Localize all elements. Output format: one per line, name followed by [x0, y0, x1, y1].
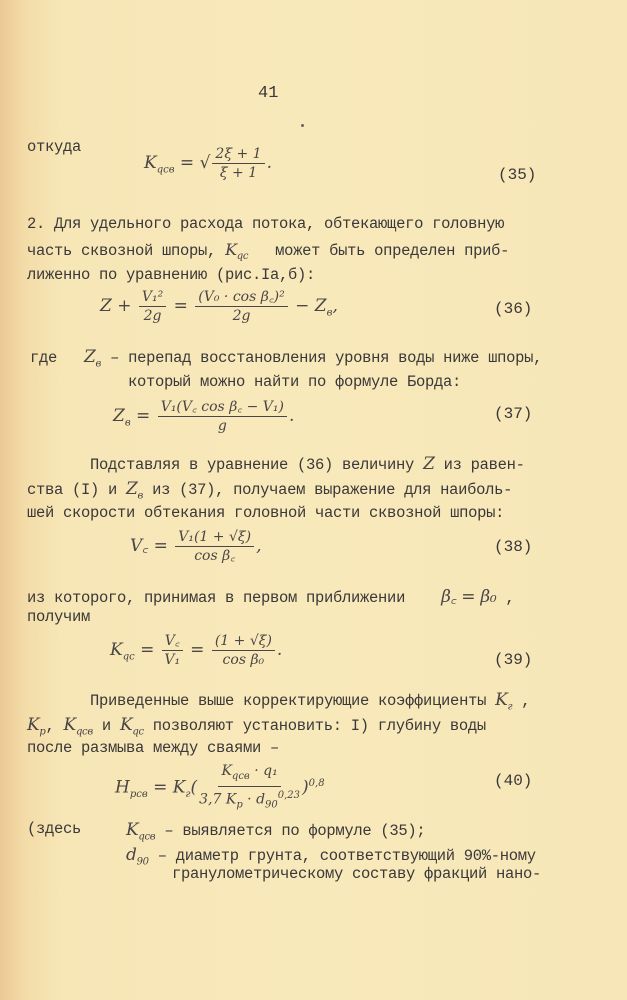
- equation-39: $K_{qc}$ = $\frac{V꜀}{\text{V₁}}$ = $\frac{(1 + √\xi)}{\text{cos β₀}}$ .: [110, 633, 283, 668]
- eq36-number: (36): [494, 300, 533, 318]
- where-line1: где $Z_в$ – перепад восстановления уровня воды ниже шпоры,: [30, 347, 543, 370]
- para3-line3: шей скорости обтекания головной части сквозной шпоры:: [27, 504, 505, 522]
- para5-line3: после размыва между сваями –: [27, 739, 280, 757]
- eq40-number: (40): [494, 772, 533, 790]
- equation-35: $K_{qсв}$ = √ $\frac{2\xi + 1}{\xi + 1}$ .: [144, 146, 272, 181]
- eq35-lhs: K: [144, 153, 157, 173]
- eq38-number: (38): [494, 538, 533, 556]
- page-number: 41: [258, 84, 279, 103]
- eq35-fraction: $\frac{2\xi + 1}{\xi + 1}$: [212, 145, 264, 182]
- eq35-lead: откуда: [27, 138, 82, 156]
- equation-37: $Z_в$ = $\frac{\text{V₁(V꜀ cos β꜀ − V₁)}}{g}$ .: [113, 399, 295, 434]
- para3-line1: Подставляя в уравнение (36) величину Z из равен-: [90, 454, 525, 474]
- eq35-number: (35): [498, 166, 537, 184]
- note-item1: $K_{qсв}$ – выявляется по формуле (35);: [126, 820, 426, 843]
- para2-line1: 2. Для удельного расхода потока, обтекающего головную: [27, 215, 505, 233]
- para2-line3: лиженно по уравнению (рис.Iа,б):: [27, 266, 316, 284]
- where-line2: который можно найти по формуле Борда:: [128, 373, 462, 391]
- ink-spot: [301, 124, 304, 127]
- para5-line1: Приведенные выше корректирующие коэффициенты $K_г$ ,: [90, 690, 531, 713]
- para2-line2: часть сквозной шпоры, $K_{qc}$ может быть определен приб-: [27, 240, 510, 263]
- para5-line2: $K_p$, $K_{qсв}$ и $K_{qc}$ позволяют установить: I) глубину воды: [27, 715, 486, 738]
- note-item2: $d_{90}$ – диаметр грунта, соответствующий 90%-ному: [126, 845, 536, 868]
- equation-36: Z + $\frac{\text{V₁²}}{2g}$ = $\frac{\text{(V₀ · cos β꜀)²}}{2g}$ − $Z_в$,: [100, 289, 338, 324]
- equation-38: V꜀ = $\frac{\text{V₁(1 + √ξ)}}{\text{cos β꜀}}$ ,: [130, 529, 262, 564]
- eq39-number: (39): [494, 651, 533, 669]
- equation-40: $H_{pсв} = K_г$( $\frac{K_{qсв} \cdot q_1}{3,7 K_p \cdot d_{90}^{0,23}}$ )$^{0,8}$: [115, 763, 325, 811]
- para4-line2: получим: [27, 608, 91, 626]
- note-lead: (здесь: [27, 820, 82, 838]
- para3-line2: ства (I) и $Z_в$ из (37), получаем выражение для наиболь-: [27, 479, 513, 502]
- eq37-number: (37): [494, 405, 533, 423]
- para4-line1: из которого, принимая в первом приближении β꜀ = β₀ ,: [27, 587, 515, 607]
- note-item2-cont: гранулометрическому составу фракций нано-: [172, 865, 542, 883]
